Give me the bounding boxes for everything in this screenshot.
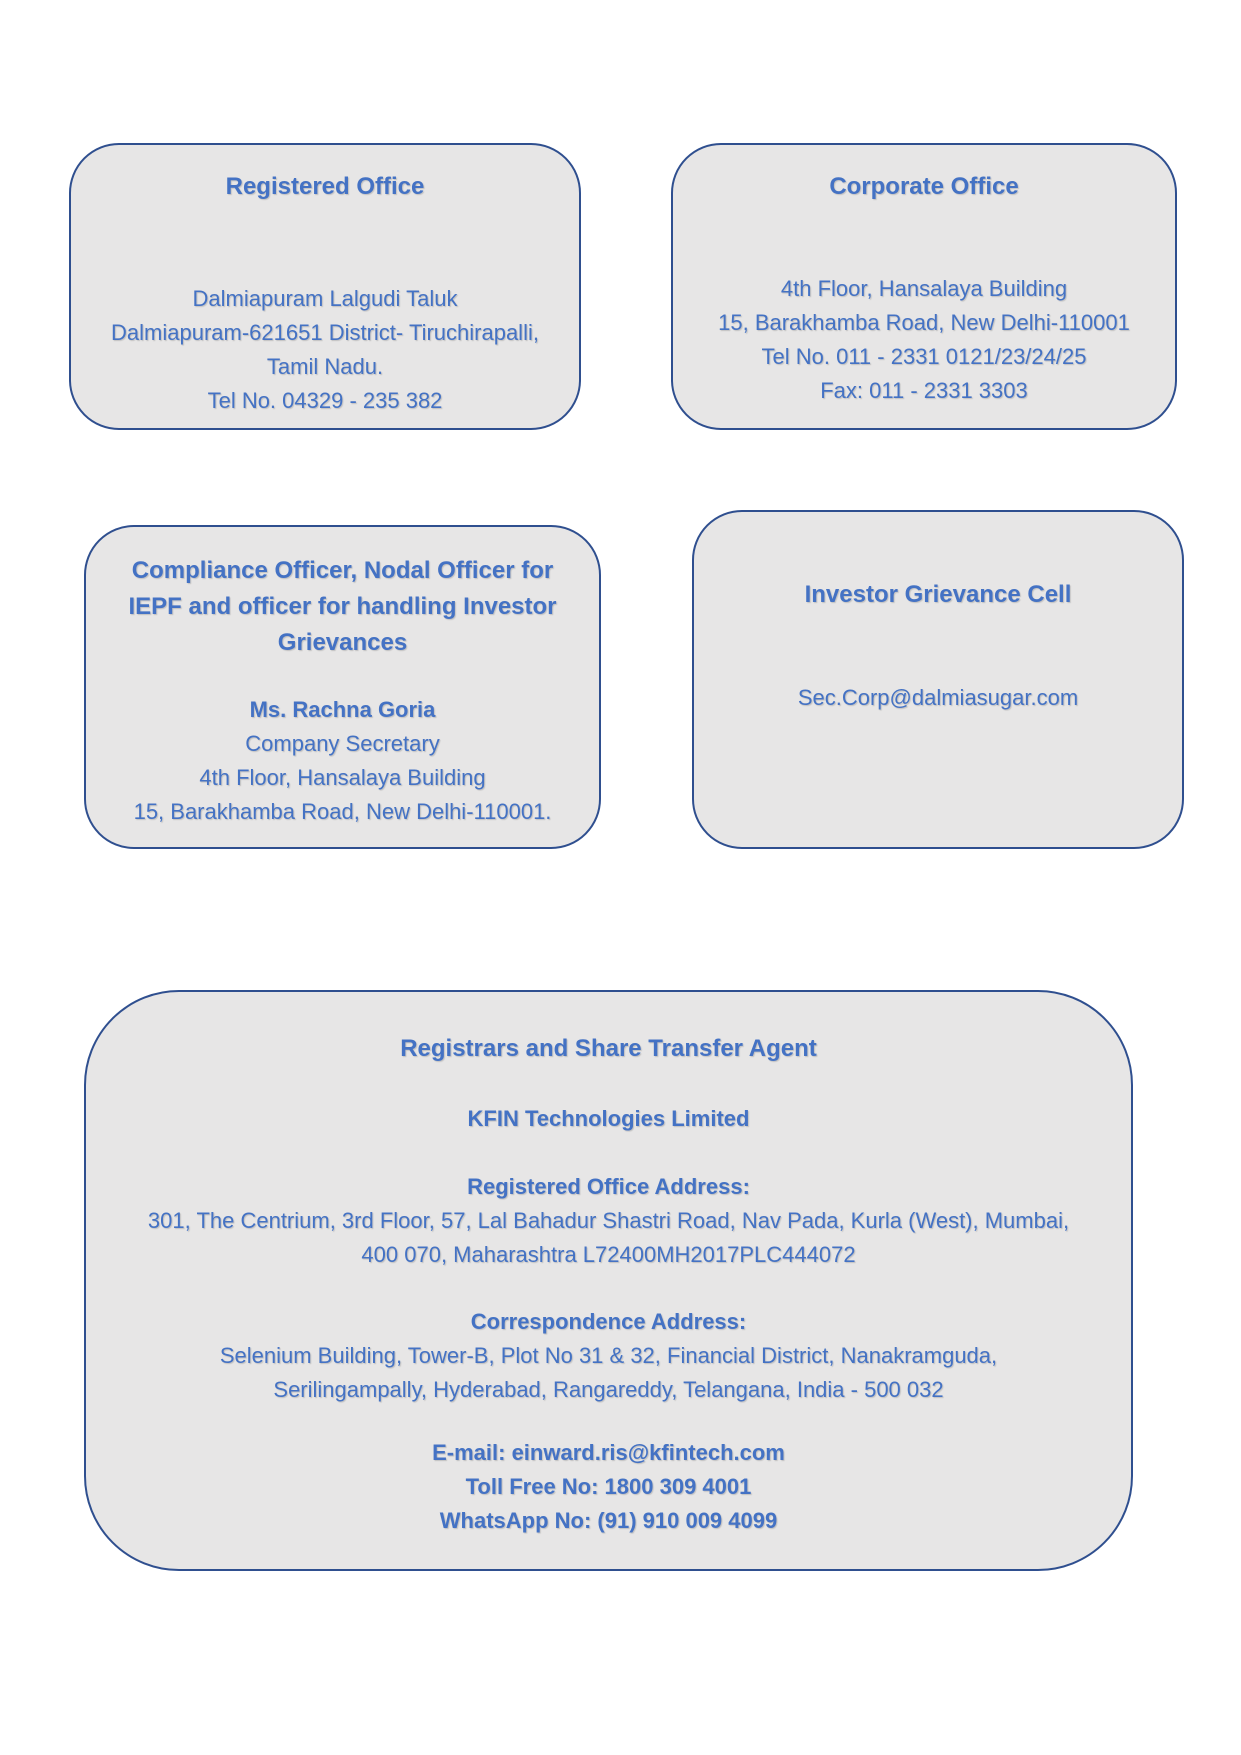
corporate-office-address: [673, 272, 1175, 408]
registered-office-line: Dalmiapuram Lalgudi Taluk: [192, 286, 458, 311]
corporate-office-phone: Tel No. 011 - 2331 0121/23/24/25: [761, 344, 1087, 369]
corporate-office-fax: Fax: 011 - 2331 3303: [820, 378, 1028, 403]
investor-grievance-title: Investor Grievance Cell: [804, 581, 1072, 608]
compliance-officer-name: Ms. Rachna Goria: [249, 697, 436, 722]
compliance-title-line: IEPF and officer for handling Investor: [128, 593, 557, 620]
corporate-office-box: [671, 143, 1177, 430]
corporate-office-title: Corporate Office: [829, 173, 1019, 200]
compliance-officer-designation: Company Secretary: [245, 731, 440, 756]
registrar-whatsapp: WhatsApp No: (91) 910 009 4099: [439, 1508, 778, 1533]
registrar-box: [84, 990, 1133, 1571]
registrar-email[interactable]: E-mail: einward.ris@kfintech.com: [432, 1440, 785, 1465]
registrar-correspondence-heading: Correspondence Address:: [470, 1309, 747, 1334]
registered-office-line: Tamil Nadu.: [266, 354, 384, 379]
compliance-officer-line: 15, Barakhamba Road, New Delhi-110001.: [133, 799, 552, 824]
compliance-title-line: Grievances: [277, 629, 408, 656]
registrar-contact: [86, 1436, 1131, 1538]
registrar-correspondence-address: [116, 1305, 1101, 1407]
registered-office-box: [69, 143, 581, 430]
registered-office-phone: Tel No. 04329 - 235 382: [207, 388, 443, 413]
compliance-officer-box: [84, 525, 601, 849]
registrar-title: Registrars and Share Transfer Agent: [400, 1035, 817, 1062]
registrar-registered-heading: Registered Office Address:: [467, 1174, 750, 1199]
registrar-registered-line: 301, The Centrium, 3rd Floor, 57, Lal Bahadur Shastri Road, Nav Pada, Kurla (West), Mumbai,: [147, 1208, 1070, 1233]
registrar-toll-free: Toll Free No: 1800 309 4001: [465, 1474, 752, 1499]
compliance-officer-line: 4th Floor, Hansalaya Building: [199, 765, 486, 790]
corporate-office-line: 4th Floor, Hansalaya Building: [780, 276, 1068, 301]
registered-office-address: [71, 282, 579, 418]
compliance-officer-title: [116, 553, 569, 661]
corporate-office-line: 15, Barakhamba Road, New Delhi-110001: [718, 310, 1130, 335]
compliance-officer-details: [86, 693, 599, 829]
registrar-registered-address: [116, 1170, 1101, 1272]
investor-grievance-box: [692, 510, 1184, 849]
registrar-company: KFIN Technologies Limited: [467, 1106, 750, 1131]
investor-grievance-email[interactable]: Sec.Corp@dalmiasugar.com: [797, 685, 1079, 710]
registrar-registered-line: 400 070, Maharashtra L72400MH2017PLC444072: [361, 1242, 856, 1267]
registrar-correspondence-line: Serilingampally, Hyderabad, Rangareddy, Telangana, India - 500 032: [273, 1377, 944, 1402]
registered-office-title: Registered Office: [225, 173, 425, 200]
compliance-title-line: Compliance Officer, Nodal Officer for: [131, 557, 554, 584]
registrar-correspondence-line: Selenium Building, Tower-B, Plot No 31 & 32, Financial District, Nanakramguda,: [219, 1343, 998, 1368]
registered-office-line: Dalmiapuram-621651 District- Tiruchirapalli,: [111, 320, 539, 345]
